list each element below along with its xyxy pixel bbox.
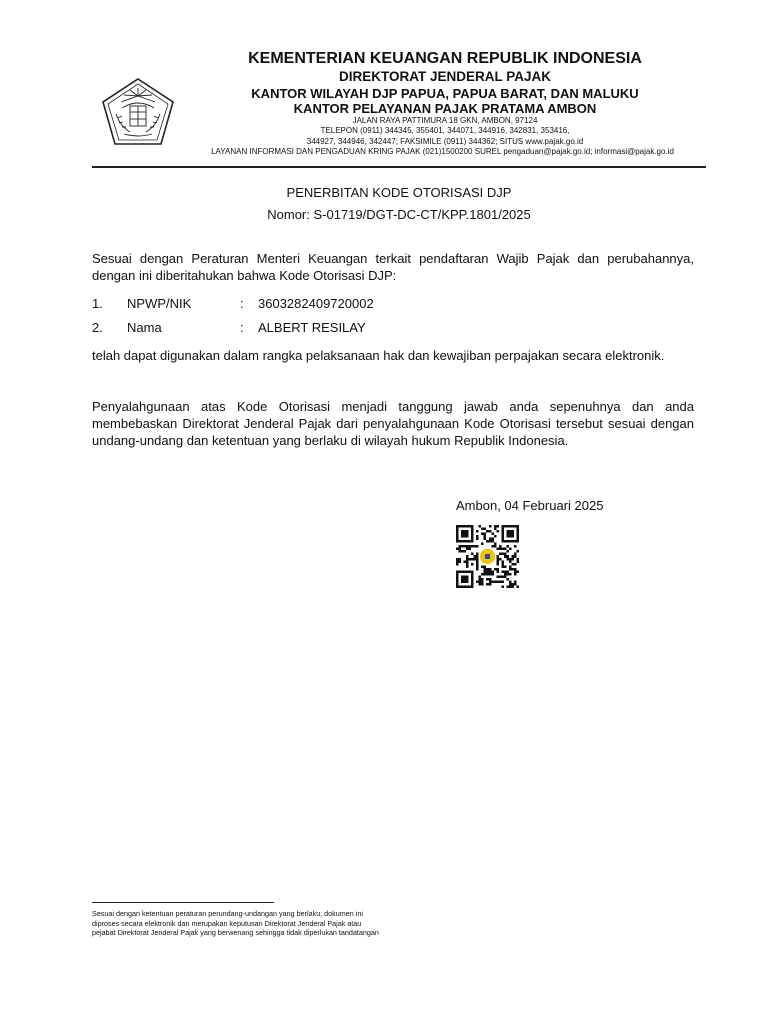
usage-paragraph: telah dapat digunakan dalam rangka pelaksanaan hak dan kewajiban perpajakan secara elektronik. (92, 348, 665, 363)
tax-office-name: KANTOR PELAYANAN PAJAK PRATAMA AMBON (293, 101, 597, 116)
fax-website-line: 344927, 344946, 342447; FAKSIMILE (0911) 344362; SITUS www.pajak.go.id (306, 137, 584, 146)
contact-info-line: LAYANAN INFORMASI DAN PENGADUAN KRING PAJAK (021)1500200 SUREL pengaduan@pajak.go.id; informasi@pajak.go.id (211, 147, 674, 156)
address-line: JALAN RAYA PATTIMURA 18 GKN, AMBON, 97124 (352, 116, 538, 125)
ministry-of-finance-emblem-icon (100, 76, 176, 148)
footnote (92, 909, 422, 938)
field-label: Nama (127, 320, 162, 335)
field-separator: : (240, 296, 244, 311)
document-title: PENERBITAN KODE OTORISASI DJP (286, 185, 512, 200)
footnote-divider (92, 902, 274, 903)
intro-paragraph: Sesuai dengan Peraturan Menteri Keuangan terkait pendaftaran Wajib Pajak dan perubahannya, dengan ini diberitahukan bahwa Kode Otorisasi DJP: (92, 251, 694, 283)
field-value: 3603282409720002 (258, 296, 374, 311)
regional-office-name: KANTOR WILAYAH DJP PAPUA, PAPUA BARAT, DAN MALUKU (251, 86, 639, 101)
document-number: Nomor: S-01719/DGT-DC-CT/KPP.1801/2025 (267, 207, 531, 222)
place-date: Ambon, 04 Februari 2025 (456, 498, 604, 513)
phone-line: TELEPON (0911) 344345, 355401, 344071, 344916, 342831, 353416, (320, 126, 570, 135)
list-number: 1. (92, 296, 103, 311)
ministry-name: KEMENTERIAN KEUANGAN REPUBLIK INDONESIA (248, 50, 642, 67)
footnote-line: pejabat Direktorat Jenderal Pajak yang berwenang sehingga tidak diperlukan tandatangan (92, 928, 379, 938)
warning-paragraph: Penyalahgunaan atas Kode Otorisasi menjadi tanggung jawab anda sepenuhnya dan anda membebaskan Direktorat Jenderal Pajak dari penyalahgunaan Kode Otorisasi tersebut sesuai dengan undang-undang dan ketentuan yang berlaku di wilayah hukum Republik Indonesia. (92, 399, 694, 448)
footnote-line: diproses secara elektronik dan merupakan keputusan Direktorat Jenderal Pajak atau (92, 918, 362, 928)
directorate-name: DIREKTORAT JENDERAL PAJAK (338, 69, 552, 84)
footnote-line: Sesuai dengan ketentuan peraturan perundang-undangan yang berlaku, dokumen ini (92, 909, 363, 918)
list-number: 2. (92, 320, 103, 335)
qr-code-icon (455, 525, 520, 588)
field-value: ALBERT RESILAY (258, 320, 366, 335)
field-separator: : (240, 320, 244, 335)
field-label: NPWP/NIK (127, 296, 192, 311)
letterhead-divider (92, 166, 706, 168)
